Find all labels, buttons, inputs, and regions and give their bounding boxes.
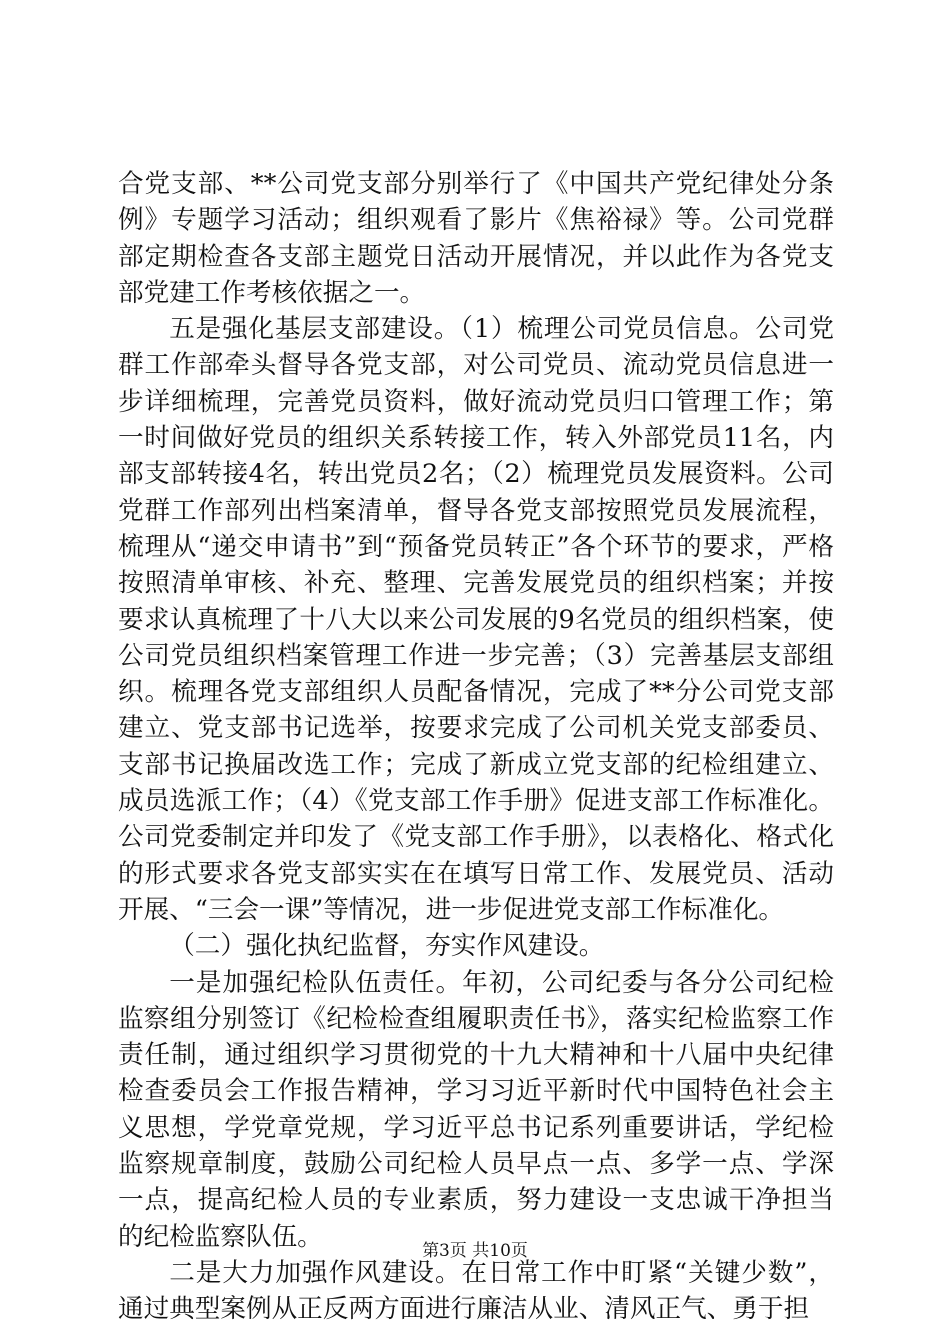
page-footer xyxy=(0,1240,950,1262)
section-heading: （二）强化执纪监督，夯实作风建设。 xyxy=(169,931,605,962)
page-number-label: 第3页 共10页 xyxy=(422,1241,528,1261)
paragraph-4: 二是大力加强作风建设。在日常工作中盯紧“关键少数”，通过典型案例从正反两方面进行廉洁从业、清风正气、勇于担 xyxy=(118,1257,834,1325)
paragraph-2: 五是强化基层支部建设。（1）梳理公司党员信息。公司党群工作部牵头督导各党支部，对公司党员、流动党员信息进一步详细梳理，完善党员资料，做好流动党员归口管理工作；第一时间做好党员的组织关系转接工作，转入外部党员11名，内部支部转接4名，转出党员2名；（2）梳理党员发展资料。公司党群工作部列出档案清单，督导各党支部按照党员发展流程，梳理从“递交申请书”到“预备党员转正”各个环节的要求，严格按照清单审核、补充、整理、完善发展党员的组织档案；并按要求认真梳理了十八大以来公司发展的9名党员的组织档案，使公司党员组织档案管理工作进一步完善；（3）完善基层支部组织。梳理各党支部组织人员配备情况，完成了**分公司党支部建立、党支部书记选举，按要求完成了公司机关党支部委员、支部书记换届改选工作；完成了新成立党支部的纪检组建立、成员选派工作；（4）《党支部工作手册》促进支部工作标准化。公司党委制定并印发了《党支部工作手册》，以表格化、格式化的形式要求各党支部实实在在填写日常工作、发展党员、活动开展、“三会一课”等情况，进一步促进党支部工作标准化。 xyxy=(118,314,834,925)
paragraph-1: 合党支部、**公司党支部分别举行了《中国共产党纪律处分条例》专题学习活动；组织观看了影片《焦裕禄》等。公司党群部定期检查各支部主题党日活动开展情况，并以此作为各党支部党建工作考核依据之一。 xyxy=(118,169,834,308)
document-body xyxy=(118,166,834,1328)
paragraph-3: 一是加强纪检队伍责任。年初，公司纪委与各分公司纪检监察组分别签订《纪检检查组履职责任书》，落实纪检监察工作责任制，通过组织学习贯彻党的十九大精神和十八届中央纪律检查委员会工作报告精神，学习习近平新时代中国特色社会主义思想，学党章党规，学习近平总书记系列重要讲话，学纪检监察规章制度，鼓励公司纪检人员早点一点、多学一点、学深一点，提高纪检人员的专业素质，努力建设一支忠诚干净担当的纪检监察队伍。 xyxy=(118,967,834,1252)
